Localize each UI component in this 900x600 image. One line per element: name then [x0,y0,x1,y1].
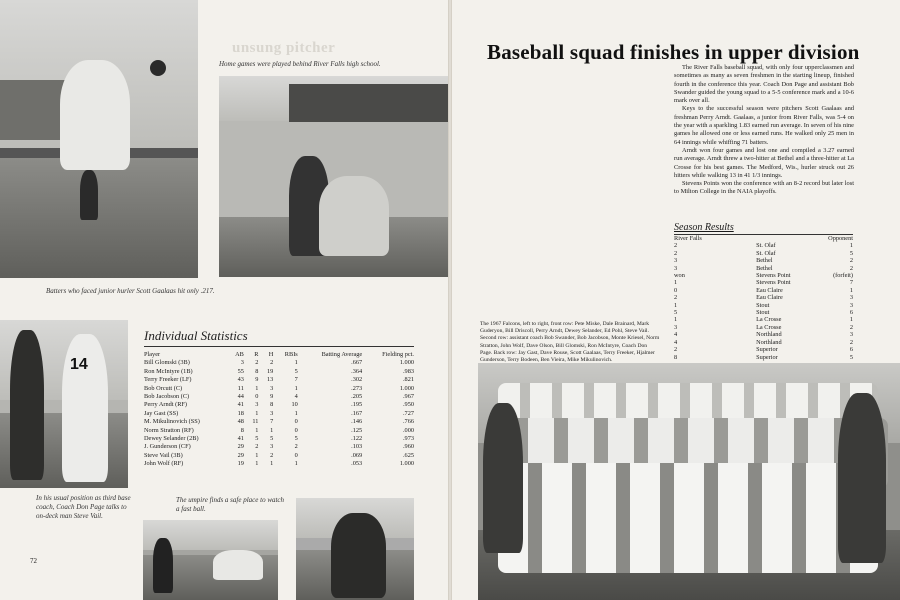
stats-cell: 29 [237,443,244,451]
results-cell: Bethel [756,264,773,272]
pitcher-photo [0,0,198,278]
stats-row [144,393,416,401]
stats-cell: 1 [255,409,259,417]
results-cell: Bethel [756,257,773,265]
stats-row [144,427,416,435]
stats-cell: 5 [270,435,274,443]
stats-header-row [144,351,416,359]
col-header: Player [144,351,161,358]
results-row [674,339,853,346]
stats-cell: 1 [294,409,298,417]
stats-cell: .069 [351,451,363,459]
results-row [674,294,853,301]
article-body [674,64,854,197]
stats-cell: .053 [351,460,363,468]
stats-cell: Steve Vail (3B) [144,451,183,459]
stats-cell: Jay Gast (SS) [144,409,179,417]
results-row [674,324,853,331]
stats-cell: 11 [237,384,244,392]
stats-cell: 41 [237,435,244,443]
stats-cell: .625 [402,451,414,459]
results-row [674,316,853,323]
stats-cell: 1 [270,426,274,434]
stats-cell: 1.000 [399,460,414,468]
stats-cell: 2 [294,443,298,451]
stats-cell: 2 [270,451,274,459]
results-cell: 0 [674,286,678,294]
results-cell: 4 [674,331,678,339]
results-cell: 3 [674,323,678,331]
results-row [674,242,853,249]
stats-cell: Bob Orcutt (C) [144,384,183,392]
stats-cell: 8 [255,367,259,375]
stats-cell: .950 [402,401,414,409]
results-cell: 1 [674,279,678,287]
results-cell: 2 [849,264,853,272]
stats-cell: .973 [402,435,414,443]
stats-cell: 1 [255,460,259,468]
stats-cell: Bill Glomski (3B) [144,359,190,367]
stats-cell: 5 [294,435,298,443]
results-cell: 5 [674,309,678,317]
results-cell: 5 [849,353,853,361]
stats-cell: 1.000 [399,384,414,392]
stats-cell: Ron McIntyre (1B) [144,367,193,375]
col-header: Fielding pct. [382,351,414,358]
jersey-number: 14 [70,356,88,373]
col-header: RBIs [284,351,298,358]
coach-photo [0,320,128,488]
results-title: Season Results [674,222,734,233]
col-header: R [254,351,259,358]
results-cell: Superior [756,353,778,361]
stats-cell: 2 [270,359,274,367]
headline: Baseball squad finishes in upper division [487,40,860,64]
stats-cell: 19 [266,367,274,375]
results-header-row [674,235,853,242]
results-row [674,331,853,338]
stats-cell: 1 [294,460,298,468]
stats-cell: .667 [351,359,363,367]
stats-cell: .195 [351,401,363,409]
page-number: 72 [30,557,37,565]
stats-cell: 3 [270,443,274,451]
stats-cell: .205 [351,393,363,401]
stats-cell: 1 [294,359,298,367]
stats-cell: 7 [294,376,298,384]
stats-cell: 18 [237,409,244,417]
stats-cell: 48 [237,418,244,426]
stats-cell: 29 [237,451,244,459]
stats-row [144,435,416,443]
results-row [674,354,853,361]
stats-row [144,368,416,376]
season-results-table [674,235,853,361]
stats-row [144,401,416,409]
umpire-photo [296,498,414,600]
stats-cell: 8 [240,426,244,434]
results-cell: 2 [674,242,678,250]
stats-cell: 1 [255,384,259,392]
stats-row [144,460,416,468]
stats-row [144,385,416,393]
stats-cell: 9 [255,376,259,384]
results-cell: Northland [756,338,782,346]
stats-cell: 7 [270,418,274,426]
results-header-left: River Falls [674,235,702,242]
team-photo [478,363,900,600]
stats-cell: 0 [294,418,298,426]
stats-body [144,359,416,468]
individual-stats-table [144,351,416,469]
stats-cell: .146 [351,418,363,426]
stats-cell: 0 [294,426,298,434]
stats-cell: 3 [270,384,274,392]
results-cell: 3 [849,301,853,309]
stats-row [144,452,416,460]
stats-cell: 4 [294,393,298,401]
results-cell: 8 [674,353,678,361]
stats-row [144,418,416,426]
results-cell: Superior [756,346,778,354]
results-cell: (forfeit) [833,272,853,280]
results-cell: 1 [674,301,678,309]
paragraph: Keys to the successful season were pitchers Scott Gaalaas and freshman Perry Arndt. Gaalaas, a junior from River Falls, was 5-4 on the year with a sparkling 1.83 earned run average. In seven of his nine games he allowed one or less earned runs. He walked only 25 men in 64 innings while whiffing 71 batters. [674,105,854,146]
results-body [674,242,853,361]
results-cell: 2 [674,294,678,302]
stats-cell: .125 [351,426,363,434]
stats-cell: 55 [237,367,244,375]
stats-cell: 43 [237,376,244,384]
ghost-heading: unsung pitcher [232,40,336,56]
results-cell: 2 [674,249,678,257]
pitcher-caption: Batters who faced junior hurler Scott Gaalaas hit only .217. [46,287,215,295]
stats-cell: John Wolf (RF) [144,460,184,468]
results-cell: 3 [849,331,853,339]
stats-cell: 1 [255,426,259,434]
results-cell: 5 [849,249,853,257]
results-cell: 3 [849,294,853,302]
stats-cell: 41 [237,401,244,409]
results-row [674,302,853,309]
results-row [674,272,853,279]
stats-cell: Dewey Selander (2B) [144,435,199,443]
results-cell: La Crosse [756,316,782,324]
results-row [674,265,853,272]
stats-cell: 44 [237,393,244,401]
stats-cell: 1.000 [399,359,414,367]
results-cell: 2 [674,346,678,354]
results-row [674,250,853,257]
results-cell: 1 [849,286,853,294]
stats-cell: J. Gunderson (CF) [144,443,191,451]
results-row [674,309,853,316]
results-cell: 3 [674,257,678,265]
stats-cell: 9 [270,393,274,401]
stats-cell: .103 [351,443,363,451]
results-row [674,279,853,286]
left-page [0,0,448,600]
results-cell: 7 [849,279,853,287]
stats-cell: Bob Jacobson (C) [144,393,190,401]
stats-cell: Norm Stratton (RF) [144,426,194,434]
stats-cell: 2 [255,359,259,367]
results-row [674,257,853,264]
results-cell: 2 [849,323,853,331]
stats-cell: .167 [351,409,363,417]
stats-row [144,443,416,451]
stats-cell: .302 [351,376,363,384]
results-cell: Stevens Point [756,279,791,287]
stats-cell: 3 [255,401,259,409]
stats-row [144,376,416,384]
stats-row [144,410,416,418]
results-cell: 1 [849,316,853,324]
results-cell: Northland [756,331,782,339]
paragraph: Stevens Points won the conference with an 8-2 record but later lost to Milton College in the NAIA playoffs. [674,180,854,196]
results-cell: won [674,272,685,280]
stats-cell: .967 [402,393,414,401]
stats-row [144,359,416,367]
stats-cell: .821 [402,376,414,384]
results-cell: 1 [849,242,853,250]
results-row [674,287,853,294]
results-cell: Eau Claire [756,286,783,294]
results-cell: Stevens Point [756,272,791,280]
stats-cell: 8 [270,401,274,409]
stats-cell: .766 [402,418,414,426]
results-cell: St. Olaf [756,249,776,257]
stats-cell: 3 [240,359,244,367]
results-cell: Stout [756,301,770,309]
results-cell: 4 [674,338,678,346]
stats-cell: M. Mikulinovich (SS) [144,418,200,426]
results-cell: 2 [849,338,853,346]
coach-caption: In his usual position as third base coach, Coach Don Page talks to on-deck man Steve Vail. [36,494,131,520]
results-cell: Stout [756,309,770,317]
col-header: AB [235,351,244,358]
stats-cell: 1 [255,451,259,459]
stats-cell: 0 [294,451,298,459]
results-cell: St. Olaf [756,242,776,250]
team-caption: The 1967 Falcons, left to right, front row: Pete Miske, Dale Brainard, Mark Guderyon, Bill Driscoll, Perry Arndt, Dewey Selander, Ed Pohl, Steve Vail. Second row: assistant coach Bob Swander, Bob Jacobson, Monte Kriesel, Norm Stratton, John Wolf, Dave Olson, Bill Glomski, Ron McIntyre, Coach Don Page. Back row: Jay Gast, Dave Rouse, Scott Gaalaas, Terry Freeker, Hjalmer Gunderson, Terry Bodeen, Ben Vieira, Mike Mikulinovich. [480,321,660,364]
results-cell: 6 [849,309,853,317]
stats-cell: 19 [237,460,244,468]
results-row [674,346,853,353]
stats-cell: .727 [402,409,414,417]
stats-cell: 5 [294,367,298,375]
umpire-caption: The umpire finds a safe place to watch a fast ball. [176,496,285,513]
stats-cell: 1 [270,460,274,468]
stats-rule [144,346,414,347]
stats-cell: 11 [252,418,259,426]
results-cell: 2 [849,257,853,265]
stats-cell: 3 [270,409,274,417]
stats-cell: Perry Arndt (RF) [144,401,188,409]
stats-cell: .122 [351,435,363,443]
slide-photo [143,520,278,600]
results-header-right: Opponent [828,235,853,242]
results-cell: 6 [849,346,853,354]
stats-cell: .960 [402,443,414,451]
stats-cell: 10 [291,401,298,409]
col-header: Batting Average [321,351,363,358]
col-header: H [268,351,274,358]
stats-cell: 0 [255,393,259,401]
stats-cell: .983 [402,367,414,375]
paragraph: Arndt won four games and lost one and compiled a 3.27 earned run average. Arndt threw a two-hitter at Bethel and a three-hitter at La Crosse for his best games. The Medford, Wis., hurler struck out 26 hitters while walking 13 in 41 1/3 innings. [674,146,854,179]
home-games-caption: Home games were played behind River Falls high school. [219,60,381,68]
stats-cell: 2 [255,443,259,451]
stats-cell: 13 [266,376,274,384]
results-cell: 1 [674,316,678,324]
stats-cell: .364 [351,367,363,375]
stats-cell: .000 [402,426,414,434]
stats-cell: Terry Freeker (LF) [144,376,192,384]
results-cell: La Crosse [756,323,782,331]
stats-cell: 5 [255,435,259,443]
stats-cell: .273 [351,384,363,392]
results-cell: 3 [674,264,678,272]
stats-cell: 1 [294,384,298,392]
stats-title: Individual Statistics [144,328,248,343]
paragraph: The River Falls baseball squad, with only four upperclassmen and sometimes as many as seven freshmen in the starting lineup, finished fourth in the conference this year. Coach Don Page and assistant Bob Swander guided the young squad to a 5-5 conference mark and a 10-6 mark over all. [674,64,854,105]
results-cell: Eau Claire [756,294,783,302]
